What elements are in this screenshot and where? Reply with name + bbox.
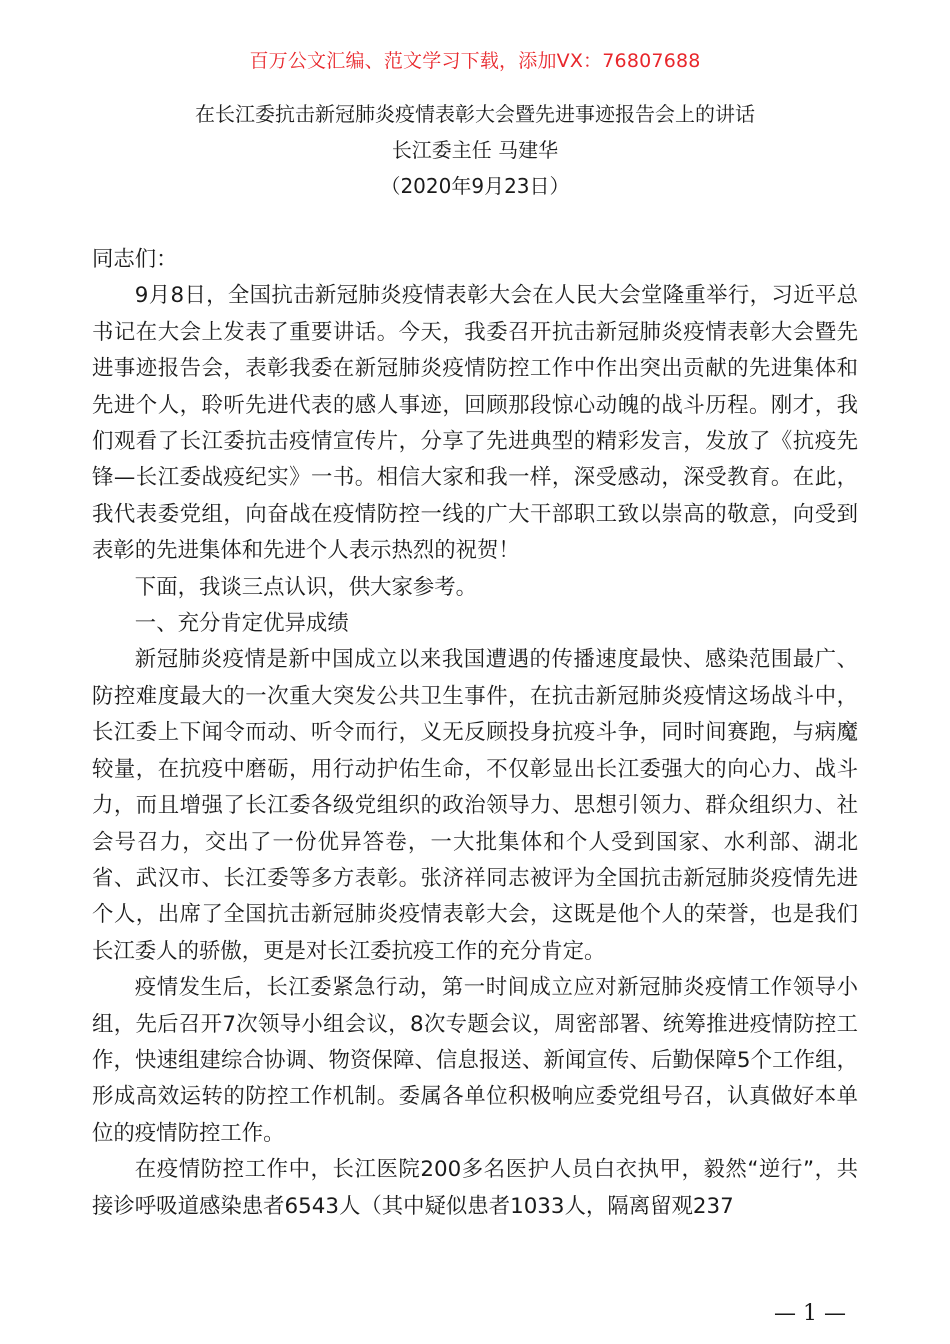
section-heading-1: 一、充分肯定优异成绩: [134, 611, 349, 637]
paragraph-body: 新冠肺炎疫情是新中国成立以来我国遭遇的传播速度最快、感染范围最广、防控难度最大的一次重大突发公共卫生事件，在抗击新冠肺炎疫情这场战斗中，长江委上下闻令而动、听令而行，义无反顾投身抗疫斗争，同时间赛跑，与病魔较量，在抗疫中磨砺，用行动护佑生命，不仅彰显出长江委强大的向心力、战斗力，而且增强了长江委各级党组织的政治领导力、思想引领力、群众组织力、社会号召力，交出了一份优异答卷，一大批集体和个人受到国家、水利部、湖北省、武汉市、长江委等多方表彰。张济祥同志被评为全国抗击新冠肺炎疫情先进个人，出席了全国抗击新冠肺炎疫情表彰大会，这既是他个人的荣誉，也是我们长江委人的骄傲，更是对长江委抗疫工作的充分肯定。: [92, 647, 858, 964]
paragraph-body: 在疫情防控工作中，长江医院200多名医护人员白衣执甲，毅然“逆行”，共接诊呼吸道感染患者6543人（其中疑似患者1033人，隔离留观237: [92, 1157, 858, 1219]
paragraph-intro: 下面，我谈三点认识，供大家参考。: [134, 574, 478, 600]
document-author: 长江委主任 马建华: [391, 138, 559, 162]
paragraph-opening: 9月8日，全国抗击新冠肺炎疫情表彰大会在人民大会堂隆重举行，习近平总书记在大会上发表了重要讲话。今天，我委召开抗击新冠肺炎疫情表彰大会暨先进事迹报告会，表彰我委在新冠肺炎疫情防控工作中作出突出贡献的先进集体和先进个人，聆听先进代表的感人事迹，回顾那段惊心动魄的战斗历程。刚才，我们观看了长江委抗击疫情宣传片，分享了先进典型的精彩发言，发放了《抗疫先锋—长江委战疫纪实》一书。相信大家和我一样，深受感动，深受教育。在此，我代表委党组，向奋战在疫情防控一线的广大干部职工致以崇高的敬意，向受到表彰的先进集体和先进个人表示热烈的祝贺！: [92, 283, 858, 564]
document-body: [92, 242, 858, 1225]
paragraph-body: 疫情发生后，长江委紧急行动，第一时间成立应对新冠肺炎疫情工作领导小组，先后召开7次领导小组会议，8次专题会议，周密部署、统筹推进疫情防控工作，快速组建综合协调、物资保障、信息报送、新闻宣传、后勤保障5个工作组，形成高效运转的防控工作机制。委属各单位积极响应委党组号召，认真做好本单位的疫情防控工作。: [92, 975, 858, 1146]
salutation: 同志们：: [92, 247, 178, 272]
watermark-banner: 百万公文汇编、范文学习下载，添加VX：76807688: [249, 50, 701, 72]
document-title: 在长江委抗击新冠肺炎疫情表彰大会暨先进事迹报告会上的讲话: [195, 102, 755, 126]
document-date: （2020年9月23日）: [380, 174, 570, 198]
page-number: — 1 —: [774, 1301, 846, 1326]
